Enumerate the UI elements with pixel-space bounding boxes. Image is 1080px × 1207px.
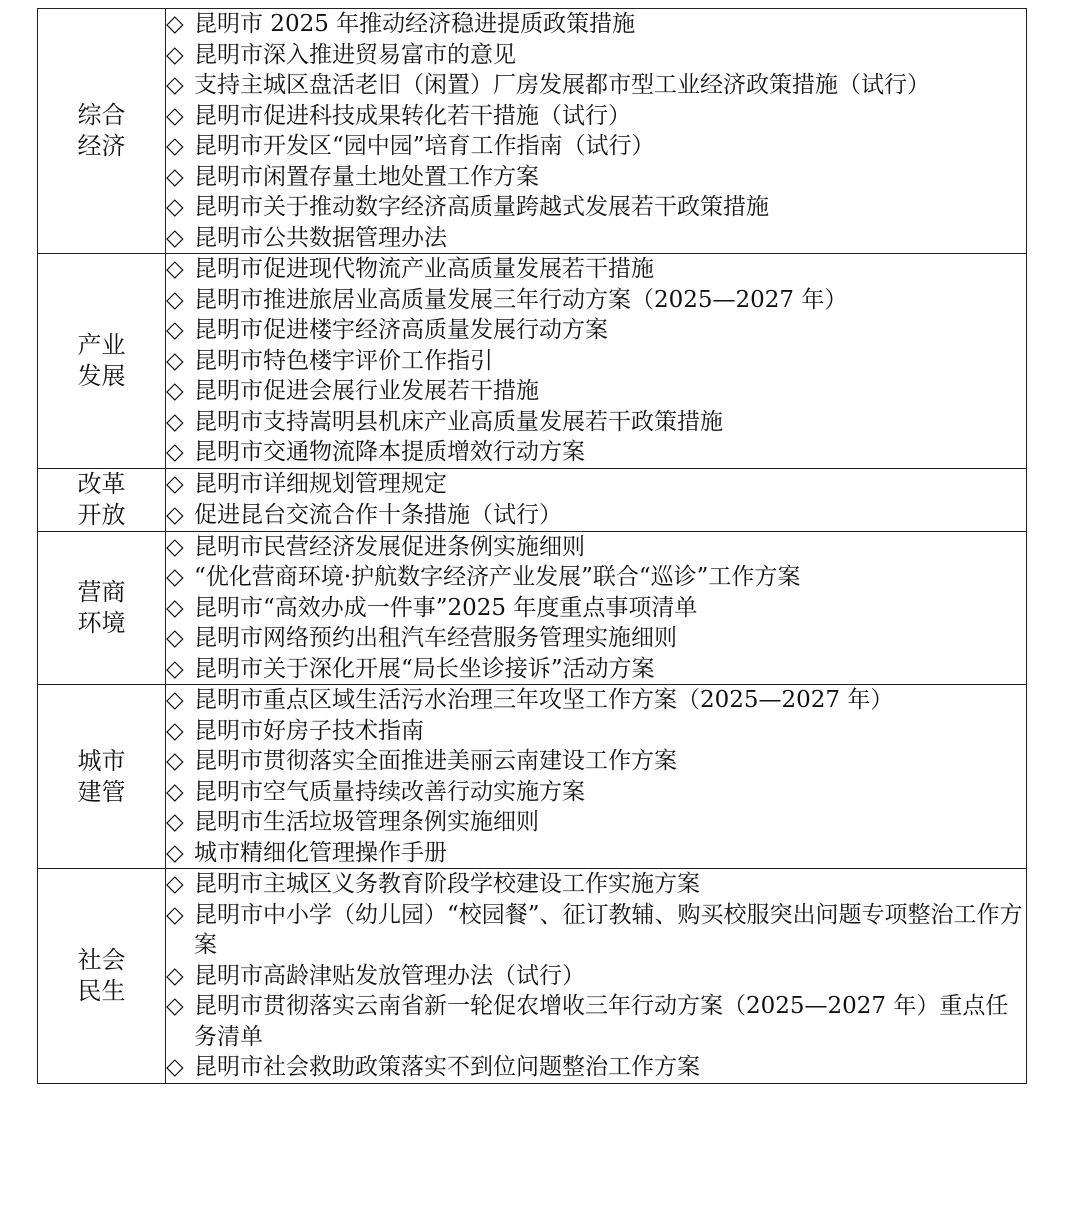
list-item — [166, 70, 1026, 101]
item-text: “优化营商环境·护航数字经济产业发展”联合“巡诊”工作方案 — [194, 564, 801, 590]
item-text: 昆明市详细规划管理规定 — [194, 471, 447, 497]
item-text: 昆明市促进科技成果转化若干措施（试行） — [194, 102, 631, 129]
item-text: 城市精细化管理操作手册 — [194, 839, 447, 866]
diamond-bullet-icon: ◇ — [166, 102, 184, 129]
item-text: 昆明市公共数据管理办法 — [194, 224, 447, 251]
diamond-bullet-icon: ◇ — [166, 317, 184, 343]
diamond-bullet-icon: ◇ — [166, 501, 184, 528]
item-list — [166, 9, 1026, 253]
item-list — [166, 254, 1026, 468]
item-text: 昆明市高龄津贴发放管理办法（试行） — [194, 962, 585, 989]
item-text: 昆明市中小学（幼儿园）“校园餐”、征订教辅、购买校服突出问题专项整治工作方案 — [194, 901, 1023, 958]
section-row — [38, 531, 1027, 685]
item-text: 昆明市好房子技术指南 — [194, 717, 424, 744]
category-cell — [38, 254, 166, 469]
diamond-bullet-icon: ◇ — [166, 224, 184, 251]
items-cell — [166, 685, 1027, 869]
section-row — [38, 869, 1027, 1084]
diamond-bullet-icon: ◇ — [166, 378, 184, 404]
item-text: 昆明市促进楼宇经济高质量发展行动方案 — [194, 317, 608, 343]
category-label: 营商环境 — [77, 577, 126, 637]
diamond-bullet-icon: ◇ — [166, 347, 184, 374]
items-cell — [166, 468, 1027, 531]
list-item — [166, 469, 1026, 500]
item-text: 昆明市关于深化开展“局长坐诊接诉”活动方案 — [194, 655, 655, 682]
diamond-bullet-icon: ◇ — [166, 408, 184, 435]
items-cell — [166, 9, 1027, 254]
list-item — [166, 961, 1026, 992]
list-item — [166, 746, 1026, 777]
section-row — [38, 685, 1027, 869]
item-text: 昆明市重点区域生活污水治理三年攻坚工作方案（2025—2027 年） — [194, 687, 894, 713]
section-row — [38, 468, 1027, 531]
item-list — [166, 685, 1026, 868]
list-item — [166, 437, 1026, 468]
category-cell — [38, 468, 166, 531]
item-text: 昆明市空气质量持续改善行动实施方案 — [194, 778, 585, 805]
item-text: 昆明市交通物流降本提质增效行动方案 — [194, 439, 585, 465]
diamond-bullet-icon: ◇ — [166, 901, 184, 928]
list-item — [166, 654, 1026, 685]
diamond-bullet-icon: ◇ — [166, 962, 184, 989]
policy-table — [37, 8, 1027, 1084]
item-text: 昆明市闲置存量土地处置工作方案 — [194, 163, 539, 190]
diamond-bullet-icon: ◇ — [166, 839, 184, 866]
list-item — [166, 131, 1026, 162]
list-item — [166, 838, 1026, 869]
list-item — [166, 1052, 1026, 1083]
diamond-bullet-icon: ◇ — [166, 655, 184, 682]
list-item — [166, 991, 1026, 1052]
items-cell — [166, 254, 1027, 469]
list-item — [166, 376, 1026, 407]
diamond-bullet-icon: ◇ — [166, 687, 184, 713]
list-item — [166, 407, 1026, 438]
item-text: 昆明市主城区义务教育阶段学校建设工作实施方案 — [194, 871, 700, 897]
item-text: 支持主城区盘活老旧（闲置）厂房发展都市型工业经济政策措施（试行） — [194, 72, 930, 98]
diamond-bullet-icon: ◇ — [166, 41, 184, 68]
list-item — [166, 40, 1026, 71]
diamond-bullet-icon: ◇ — [166, 11, 184, 37]
diamond-bullet-icon: ◇ — [166, 286, 184, 313]
category-label: 综合经济 — [77, 101, 126, 160]
list-item — [166, 192, 1026, 223]
list-item — [166, 346, 1026, 377]
diamond-bullet-icon: ◇ — [166, 471, 184, 497]
category-label: 产业发展 — [77, 330, 126, 390]
list-item — [166, 716, 1026, 747]
diamond-bullet-icon: ◇ — [166, 72, 184, 98]
category-cell — [38, 869, 166, 1084]
item-text: 昆明市促进现代物流产业高质量发展若干措施 — [194, 256, 654, 282]
item-text: 促进昆台交流合作十条措施（试行） — [194, 501, 562, 528]
item-text: 昆明市生活垃圾管理条例实施细则 — [194, 809, 539, 835]
list-item — [166, 254, 1026, 285]
list-item — [166, 685, 1026, 716]
category-cell — [38, 9, 166, 254]
item-text: 昆明市社会救助政策落实不到位问题整治工作方案 — [194, 1054, 700, 1080]
item-text: 昆明市推进旅居业高质量发展三年行动方案（2025—2027 年） — [194, 286, 848, 313]
category-cell — [38, 531, 166, 685]
list-item — [166, 807, 1026, 838]
section-row — [38, 254, 1027, 469]
list-item — [166, 532, 1026, 563]
diamond-bullet-icon: ◇ — [166, 594, 184, 621]
list-item — [166, 777, 1026, 808]
list-item — [166, 869, 1026, 900]
list-item — [166, 500, 1026, 531]
item-text: 昆明市民营经济发展促进条例实施细则 — [194, 533, 585, 560]
list-item — [166, 593, 1026, 624]
diamond-bullet-icon: ◇ — [166, 717, 184, 744]
category-label: 改革开放 — [77, 469, 126, 529]
item-text: 昆明市开发区“园中园”培育工作指南（试行） — [194, 133, 655, 159]
item-list — [166, 469, 1026, 530]
item-text: 昆明市支持嵩明县机床产业高质量发展若干政策措施 — [194, 408, 723, 435]
list-item — [166, 162, 1026, 193]
diamond-bullet-icon: ◇ — [166, 564, 184, 590]
list-item — [166, 562, 1026, 593]
policy-table-body — [38, 9, 1027, 1084]
list-item — [166, 623, 1026, 654]
item-text: 昆明市深入推进贸易富市的意见 — [194, 41, 516, 68]
diamond-bullet-icon: ◇ — [166, 1054, 184, 1080]
category-label: 城市建管 — [77, 746, 126, 806]
list-item — [166, 9, 1026, 40]
diamond-bullet-icon: ◇ — [166, 993, 184, 1019]
list-item — [166, 900, 1026, 961]
diamond-bullet-icon: ◇ — [166, 194, 184, 220]
item-text: 昆明市贯彻落实云南省新一轮促农增收三年行动方案（2025—2027 年）重点任务清单 — [194, 993, 1009, 1050]
diamond-bullet-icon: ◇ — [166, 439, 184, 465]
diamond-bullet-icon: ◇ — [166, 748, 184, 774]
item-text: 昆明市促进会展行业发展若干措施 — [194, 378, 539, 404]
item-list — [166, 532, 1026, 685]
item-text: 昆明市 2025 年推动经济稳进提质政策措施 — [194, 11, 636, 37]
diamond-bullet-icon: ◇ — [166, 871, 184, 897]
category-label: 社会民生 — [77, 945, 126, 1005]
category-cell — [38, 685, 166, 869]
item-text: 昆明市关于推动数字经济高质量跨越式发展若干政策措施 — [194, 194, 769, 220]
item-text: 昆明市网络预约出租汽车经营服务管理实施细则 — [194, 625, 677, 651]
list-item — [166, 223, 1026, 254]
section-row — [38, 9, 1027, 254]
diamond-bullet-icon: ◇ — [166, 256, 184, 282]
list-item — [166, 285, 1026, 316]
item-text: 昆明市“高效办成一件事”2025 年度重点事项清单 — [194, 594, 698, 621]
item-text: 昆明市特色楼宇评价工作指引 — [194, 347, 493, 374]
diamond-bullet-icon: ◇ — [166, 778, 184, 805]
diamond-bullet-icon: ◇ — [166, 133, 184, 159]
diamond-bullet-icon: ◇ — [166, 533, 184, 560]
diamond-bullet-icon: ◇ — [166, 809, 184, 835]
item-list — [166, 869, 1026, 1083]
diamond-bullet-icon: ◇ — [166, 625, 184, 651]
diamond-bullet-icon: ◇ — [166, 163, 184, 190]
items-cell — [166, 869, 1027, 1084]
item-text: 昆明市贯彻落实全面推进美丽云南建设工作方案 — [194, 748, 677, 774]
list-item — [166, 315, 1026, 346]
items-cell — [166, 531, 1027, 685]
list-item — [166, 101, 1026, 132]
